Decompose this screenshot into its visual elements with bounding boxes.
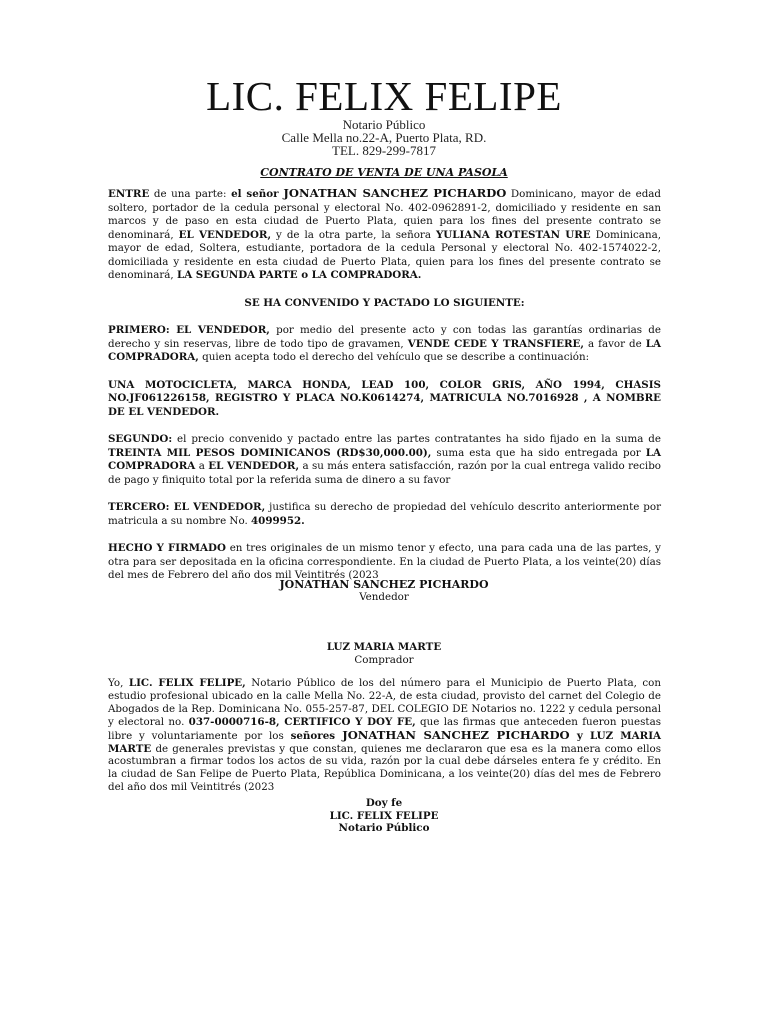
text-run: y de la otra parte, la señora <box>271 228 436 241</box>
closing-line: LIC. FELIX FELIPE <box>329 809 439 822</box>
closing-line: Doy fe <box>365 797 403 809</box>
text-run: suma esta que ha sido entregada por <box>431 446 646 459</box>
clause-label: SEGUNDO: <box>108 433 173 445</box>
text-run: señores <box>290 729 343 742</box>
signature-role: Comprador <box>354 654 414 666</box>
price: TREINTA MIL PESOS DOMINICANOS (RD$30,000.00), <box>108 446 432 459</box>
text-run: de generales previstas y que constan, quienes me declararon que esa es la manera como ellos acostumbran a firmar todos los actos de su vida, razón por la cual debe dárseles entera fe y crédito. En la ciudad de San Felipe de Puerto Plata, República Dominicana, a los veinte(20) días del mes de Febrero del año dos mil Veintitrés (2023 <box>108 742 661 794</box>
text-run: LIC. FELIX FELIPE, <box>128 677 246 689</box>
text-run: JONATHAN SANCHEZ PICHARDO <box>342 727 570 742</box>
clause-tercero <box>108 501 661 528</box>
text-run: el precio convenido y pactado entre las partes contratantes ha sido fijado en la suma de <box>172 433 661 445</box>
seller-signature-block <box>0 578 768 604</box>
clause-firmado <box>108 542 661 583</box>
vehicle-description: UNA MOTOCICLETA, MARCA HONDA, LEAD 100, COLOR GRIS, AÑO 1994, CHASIS NO.JF061226158, REGISTRO Y PLACA NO.K0614274, MATRICULA NO.7016928 , A NOMBRE DE EL VENDEDOR. <box>108 378 661 418</box>
text-run: a favor de <box>583 337 646 350</box>
text-run: VENDE CEDE Y TRANSFIERE, <box>407 337 584 350</box>
notary-address: Calle Mella no.22-A, Puerto Plata, RD. <box>281 130 487 145</box>
contract-title: CONTRATO DE VENTA DE UNA PASOLA <box>260 166 508 179</box>
notary-subtitle: Notario Público <box>342 117 426 132</box>
text-run: a su más entera satisfacción, razón por la cual entrega valido recibo de pago y finiquito total por la referida suma de dinero a su favor <box>108 460 661 486</box>
clause-label: PRIMERO: EL VENDEDOR, <box>108 324 270 336</box>
notary-phone: TEL. 829-299-7817 <box>332 143 436 158</box>
text-run: LUZ MARIA MARTE <box>108 729 662 755</box>
text-run: el señor <box>231 188 284 200</box>
notary-name-title: LIC. FELIX FELIPE <box>206 73 562 119</box>
closing-block <box>0 797 768 835</box>
agreement-heading: SE HA CONVENIDO Y PACTADO LO SIGUIENTE: <box>244 296 525 309</box>
text-run: a <box>195 460 209 472</box>
signature-name: JONATHAN SANCHEZ PICHARDO <box>279 578 489 591</box>
text-run: Dominicano, mayor de edad soltero, portador de la cedula personal y electoral No. 402-0962891-2, domiciliado y residente en san marcos y de paso en esta ciudad de Puerto Plata, quien para los fines del presente contrato se denominará, <box>108 188 662 241</box>
parties-paragraph <box>108 187 661 283</box>
buyer-name: YULIANA ROTESTAN URE <box>435 228 591 241</box>
text-run: en tres originales de un mismo tenor y efecto, una para cada una de las partes, y otra para ser depositada en la oficina correspondiente. En la ciudad de Puerto Plata, a los veinte(20) días del mes de Febrero del año dos mil Veintitrés (2023 <box>108 542 661 581</box>
text-run: quien acepta todo el derecho del vehículo que se describe a continuación: <box>198 351 590 363</box>
text-run: y <box>569 729 590 742</box>
text-run: EL VENDEDOR, <box>208 460 300 472</box>
clause-label: HECHO Y FIRMADO <box>108 542 226 554</box>
text-run: LA COMPRADORA, <box>108 337 661 363</box>
notary-certification <box>108 677 661 794</box>
closing-line: Notario Público <box>338 822 430 834</box>
seller-role: EL VENDEDOR, <box>178 228 272 241</box>
seller-name: JONATHAN SANCHEZ PICHARDO <box>283 186 507 200</box>
text-run: de una parte: <box>149 188 232 200</box>
registration-number: 4099952. <box>251 514 305 527</box>
text-run: justifica su derecho de propiedad del vehículo descrito anteriormente por matricula a su nombre No. <box>108 501 661 527</box>
clause-label: TERCERO: EL VENDEDOR, <box>108 501 266 513</box>
clause-segundo <box>108 433 661 487</box>
text-run: Notario Público de los del número para el Municipio de Puerto Plata, con estudio profesional ubicado en la calle Mella No. 22-A, de esta ciudad, provisto del carnet del Colegio de Abogados de la Rep. Dominicana No. 055-257-87, DEL COLEGIO DE Notarios no. 1222 y cedula personal y electoral no. <box>108 677 661 728</box>
text-run: que las firmas que anteceden fueron puestas libre y voluntariamente por los <box>108 715 661 742</box>
signature-name: LUZ MARIA MARTE <box>326 641 442 653</box>
text-run: Dominicana, mayor de edad, Soltera, estudiante, portadora de la cedula Personal y electoral No. 402-1574022-2, domiciliada y residente en esta ciudad de Puerto Plata, quien para los fines del presente contrato se denominará, <box>108 228 661 281</box>
contract-body <box>108 187 661 597</box>
entre-label: ENTRE <box>108 188 150 200</box>
text-run: 037-0000716-8, CERTIFICO Y DOY FE, <box>188 715 416 728</box>
text-run: Yo, <box>108 677 129 689</box>
signature-role: Vendedor <box>359 591 409 603</box>
text-run: por medio del presente acto y con todas las garantías ordinarias de derecho y sin reservas, libre de todo tipo de gravamen, <box>108 324 661 350</box>
buyer-role: LA SEGUNDA PARTE o LA COMPRADORA. <box>176 269 422 281</box>
letterhead <box>0 74 768 157</box>
clause-primero <box>108 324 661 365</box>
text-run: LA COMPRADORA <box>108 446 661 472</box>
buyer-signature-block <box>0 641 768 667</box>
